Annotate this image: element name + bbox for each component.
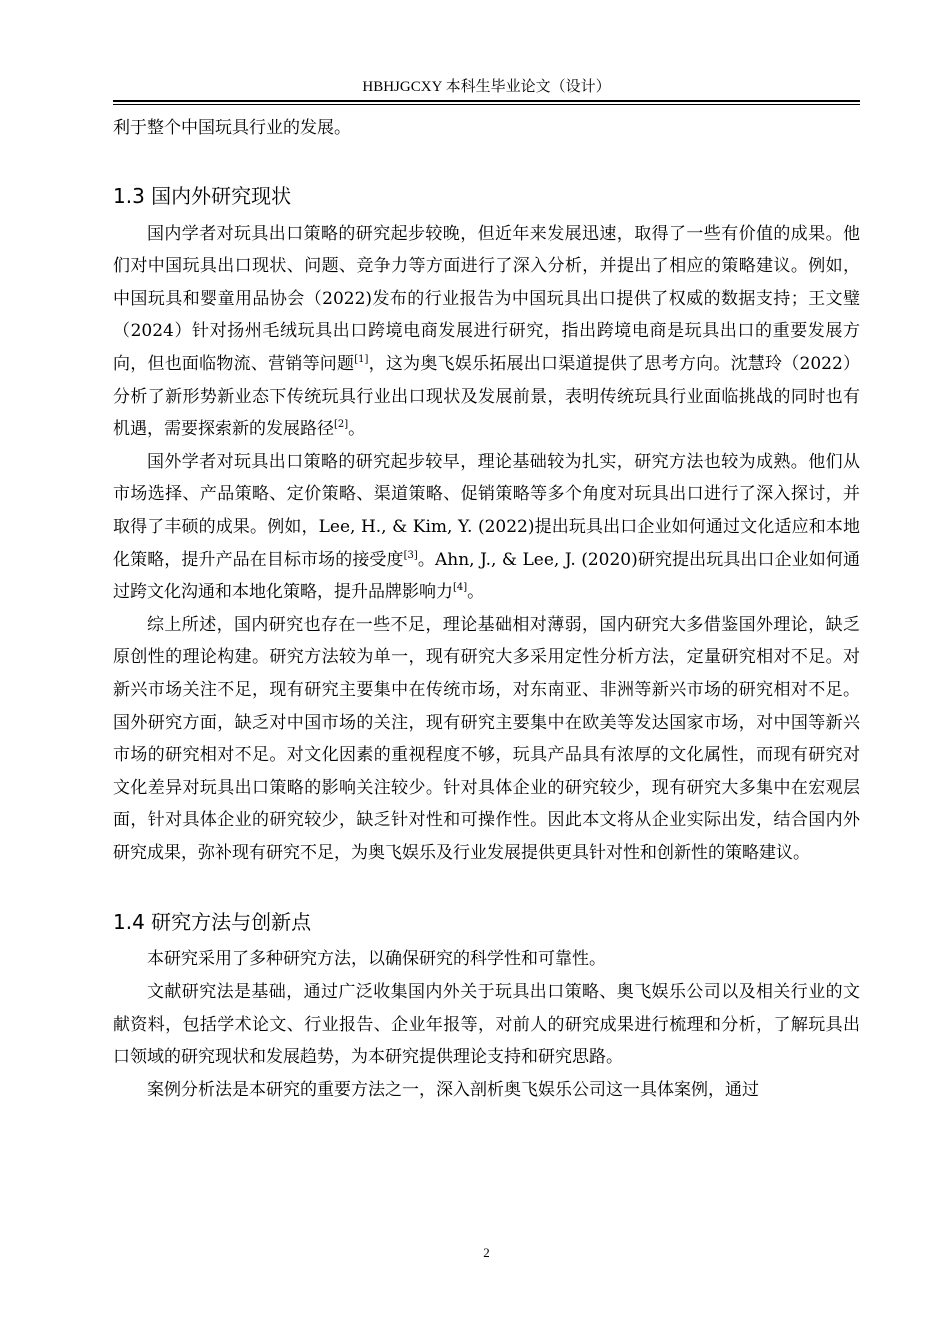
text-run: 。Ahn, J., & Lee, J. (2020)研究提出玩具出口企业如何通过跨文化沟通和本地化策略，提升品牌影响力 bbox=[113, 549, 861, 603]
paragraph-literature-method: 文献研究法是基础，通过广泛收集国内外关于玩具出口策略、奥飞娱乐公司以及相关行业的文献资料，包括学术论文、行业报告、企业年报等，对前人的研究成果进行梳理和分析，了解玩具出口领域的研究现状和发展趋势，为本研究提供理论支持和研究思路。 bbox=[113, 982, 860, 1068]
section-heading-1-4: 1.4 研究方法与创新点 bbox=[113, 910, 312, 935]
paragraph-domestic-research bbox=[113, 218, 860, 446]
citation-4: [4] bbox=[453, 582, 468, 594]
running-header: HBHJGCXY 本科生毕业论文（设计） bbox=[362, 79, 611, 95]
paragraph-methods-intro: 本研究采用了多种研究方法，以确保研究的科学性和可靠性。 bbox=[147, 949, 606, 970]
citation-1: [1] bbox=[354, 353, 369, 365]
text-run: 国内学者对玩具出口策略的研究起步较晚，但近年来发展迅速，取得了一些有价值的成果。他们对中国玩具出口现状、问题、竞争力等方面进行了深入分析，并提出了相应的策略建议。例如，中国玩具和婴童用品协会（2022)发布的行业报告为中国玩具出口提供了权威的数据支持；王文璧（2024）针对扬州毛绒玩具出口跨境电商发展进行研究，指出跨境电商是玩具出口的重要发展方向，但也面临物流、营销等问题 bbox=[113, 223, 860, 374]
text-run: ，这为奥飞娱乐拓展出口渠道提供了思考方向。沈慧玲（2022）分析了新形势新业态下传统玩具行业出口现状及发展前景，表明传统玩具行业面临挑战的同时也有机遇，需要探索新的发展路径 bbox=[113, 353, 860, 440]
header-rule bbox=[113, 100, 860, 102]
text-run: 。 bbox=[348, 419, 366, 440]
text-run: 。 bbox=[467, 582, 485, 603]
paragraph-foreign-research bbox=[113, 446, 860, 609]
text-run: 国外学者对玩具出口策略的研究起步较早，理论基础较为扎实，研究方法也较为成熟。他们从市场选择、产品策略、定价策略、渠道策略、促销策略等多个角度对玩具出口进行了深入探讨，并取得了丰硕的成果。例如，Lee, H., & Kim, Y. (2022)提出玩具出口企业如何通过文化适应和本地化策略，提升产品在目标市场的接受度 bbox=[113, 451, 860, 570]
continued-paragraph: 利于整个中国玩具行业的发展。 bbox=[113, 118, 351, 138]
paragraph-case-method: 案例分析法是本研究的重要方法之一，深入剖析奥飞娱乐公司这一具体案例，通过 bbox=[147, 1079, 759, 1100]
citation-2: [2] bbox=[334, 419, 349, 431]
page-body bbox=[113, 112, 860, 1106]
page-number: 2 bbox=[483, 1245, 490, 1260]
citation-3: [3] bbox=[403, 549, 418, 561]
section-heading-1-3: 1.3 国内外研究现状 bbox=[113, 183, 292, 208]
paragraph-summary: 综上所述，国内研究也存在一些不足，理论基础相对薄弱，国内研究大多借鉴国外理论，缺乏原创性的理论构建。研究方法较为单一，现有研究大多采用定性分析方法，定量研究相对不足。对新兴市场关注不足，现有研究主要集中在传统市场，对东南亚、非洲等新兴市场的研究相对不足。国外研究方面，缺乏对中国市场的关注，现有研究主要集中在欧美等发达国家市场，对中国等新兴市场的研究相对不足。对文化因素的重视程度不够，玩具产品具有浓厚的文化属性，而现有研究对文化差异对玩具出口策略的影响关注较少。针对具体企业的研究较少，现有研究大多集中在宏观层面，针对具体企业的研究较少，缺乏针对性和可操作性。因此本文将从企业实际出发，结合国内外研究成果，弥补现有研究不足，为奥飞娱乐及行业发展提供更具针对性和创新性的策略建议。 bbox=[113, 614, 860, 863]
header-rule-thin bbox=[113, 104, 860, 105]
